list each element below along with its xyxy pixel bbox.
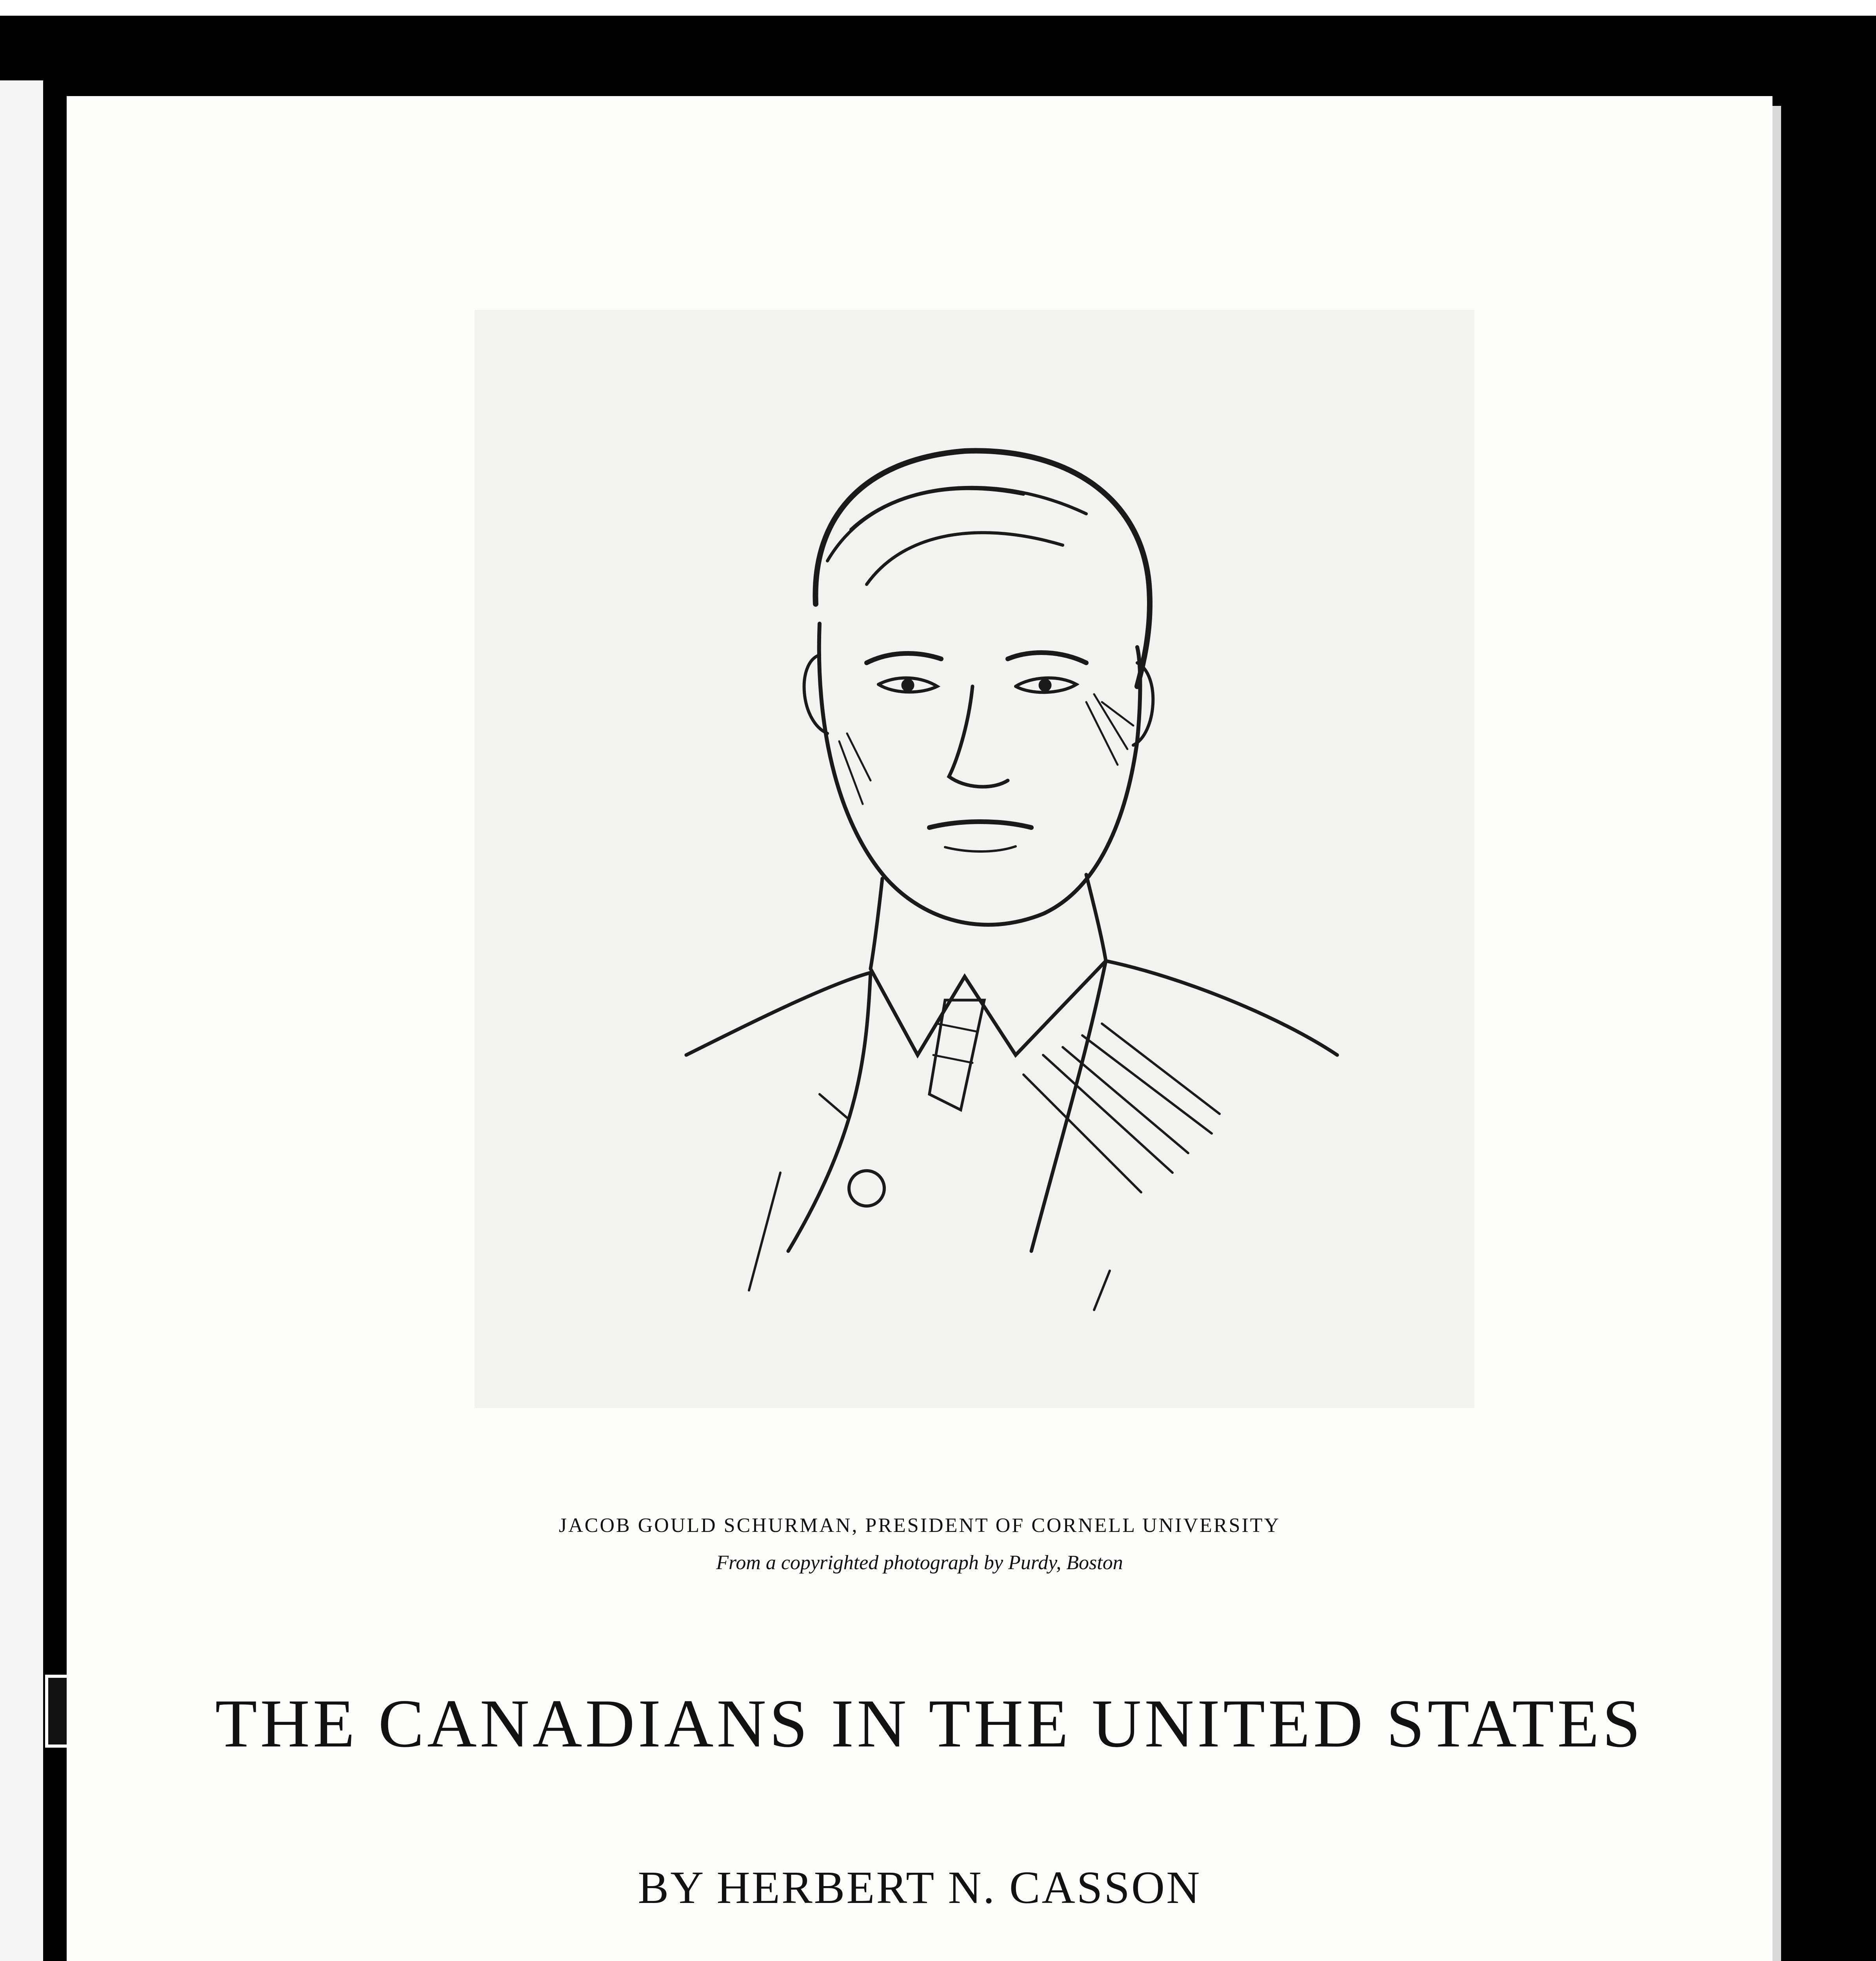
portrait-sketch bbox=[474, 310, 1474, 1408]
photo-credit: From a copyrighted photograph by Purdy, Boston bbox=[716, 1552, 1123, 1574]
article-title: THE CANADIANS IN THE UNITED STATES bbox=[215, 1685, 1644, 1762]
previous-page-edge bbox=[0, 80, 43, 1961]
scan-top-strip bbox=[0, 0, 1876, 16]
magazine-page bbox=[67, 96, 1772, 1961]
portrait-caption: JACOB GOULD SCHURMAN, PRESIDENT OF CORNELL UNIVERSITY bbox=[559, 1514, 1280, 1537]
article-byline: BY HERBERT N. CASSON bbox=[638, 1862, 1202, 1913]
page-edge-shadow bbox=[1772, 106, 1781, 1961]
portrait-illustration bbox=[474, 310, 1474, 1408]
